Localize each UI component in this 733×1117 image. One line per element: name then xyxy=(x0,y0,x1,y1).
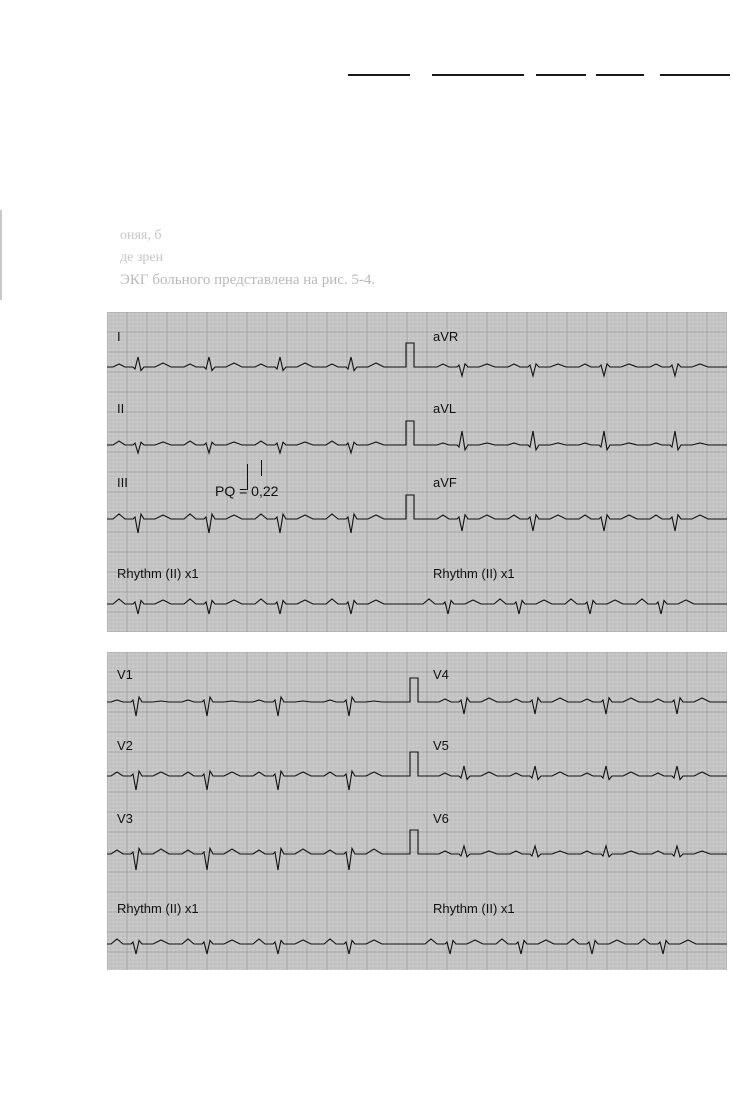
lead-label-aVL: aVL xyxy=(433,401,457,416)
ecg-trace-top-right-1 xyxy=(417,431,727,450)
ecg-trace-top-right-2 xyxy=(417,515,727,531)
lead-label-aVF: aVF xyxy=(433,475,457,490)
ecg-trace-top-right-0 xyxy=(417,364,727,376)
bleed-through-text xyxy=(100,973,725,985)
header-rule-1 xyxy=(348,74,410,76)
lead-label-II: II xyxy=(117,401,125,416)
ghost-text-line-1: оняя, б xyxy=(120,228,162,243)
pq-marker-tick xyxy=(261,460,262,476)
lead-label-aVR: aVR xyxy=(433,329,459,344)
left-scan-edge xyxy=(0,210,2,300)
rhythm-label-right: Rhythm (II) x1 xyxy=(433,566,515,581)
lead-label-V6: V6 xyxy=(433,811,449,826)
ecg-panel-chest-leads xyxy=(107,652,727,970)
header-rule-3 xyxy=(536,74,586,76)
rhythm-label-left: Rhythm (II) x1 xyxy=(117,901,199,916)
header-rule-2 xyxy=(432,74,524,76)
ecg-panel-limb-leads xyxy=(107,312,727,632)
lead-label-I: I xyxy=(117,329,121,344)
rhythm-label-right: Rhythm (II) x1 xyxy=(433,901,515,916)
lead-label-III: III xyxy=(117,475,128,490)
ecg-trace-bottom-left-1 xyxy=(107,771,407,790)
lead-label-V3: V3 xyxy=(117,811,133,826)
pq-annotation: PQ = 0,22 xyxy=(215,483,279,499)
rhythm-label-left: Rhythm (II) x1 xyxy=(117,566,199,581)
ecg-limb-leads-svg xyxy=(107,312,727,632)
lead-label-V1: V1 xyxy=(117,667,133,682)
lead-label-V2: V2 xyxy=(117,738,133,753)
ecg-chest-leads-svg xyxy=(107,652,727,970)
ecg-grid xyxy=(107,312,727,632)
ghost-text-line-2: де зрен xyxy=(120,250,164,265)
header-rule-4 xyxy=(596,74,644,76)
header-rule-5 xyxy=(660,74,730,76)
lead-label-V4: V4 xyxy=(433,667,449,682)
lead-label-V5: V5 xyxy=(433,738,449,753)
figure-caption: ЭКГ больного представлена на рис. 5-4. xyxy=(120,272,376,288)
